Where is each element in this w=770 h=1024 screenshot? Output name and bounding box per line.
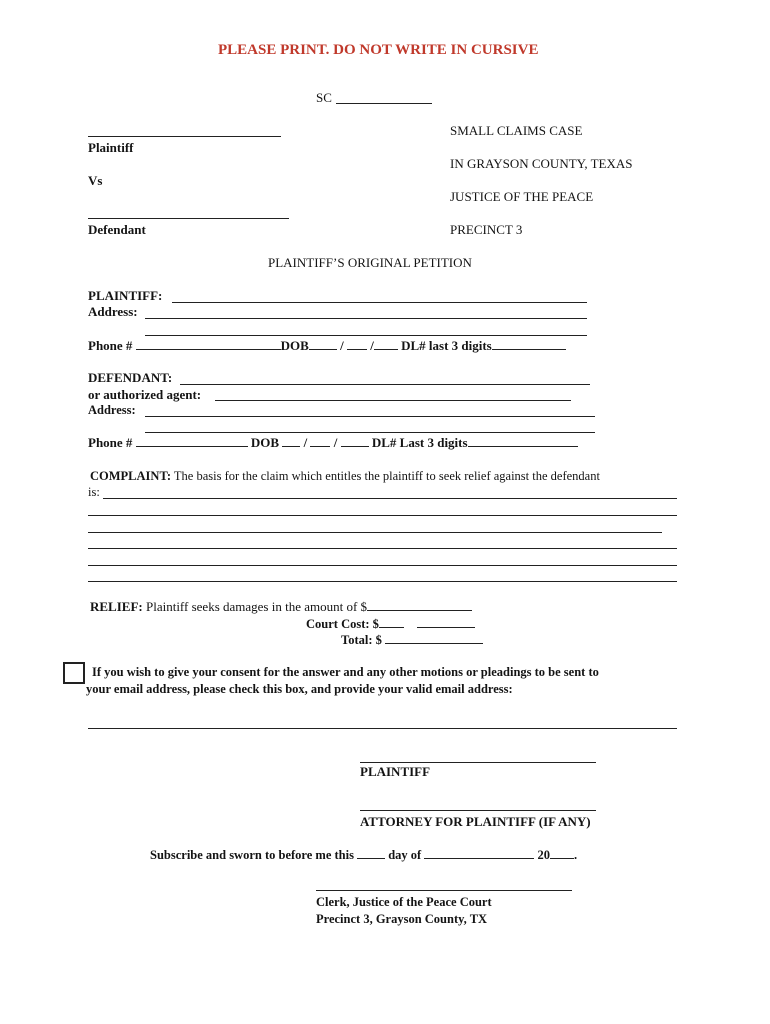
defendant-name-field[interactable] [180, 384, 590, 385]
court-line-3: JUSTICE OF THE PEACE [450, 189, 594, 204]
defendant-dl-label: DL# Last 3 digits [371, 435, 468, 450]
clerk-signature-line[interactable] [316, 890, 572, 891]
plaintiff-address-label: Address: [88, 304, 138, 319]
defendant-address-field-1[interactable] [145, 416, 595, 417]
oath-year-field[interactable] [550, 847, 574, 859]
versus-label: Vs [88, 173, 103, 188]
defendant-dob-year-field[interactable] [341, 435, 369, 447]
defendant-caption-label: Defendant [88, 222, 146, 237]
plaintiff-caption-line[interactable] [88, 136, 281, 137]
plaintiff-dob-month-field[interactable] [309, 338, 337, 350]
relief-damages-field[interactable] [367, 599, 472, 611]
defendant-name-label: DEFENDANT: [88, 370, 173, 385]
email-consent-checkbox[interactable] [63, 662, 85, 684]
court-line-4: PRECINCT 3 [450, 222, 523, 237]
email-address-field[interactable] [88, 728, 677, 729]
plaintiff-name-field[interactable] [172, 302, 587, 303]
plaintiff-phone-row [88, 338, 566, 354]
oath-subscribe-text: Subscribe and sworn to before me this [150, 848, 354, 862]
defendant-phone-field[interactable] [136, 435, 248, 447]
court-cost-field-a[interactable] [379, 616, 404, 628]
defendant-address-field-2[interactable] [145, 432, 595, 433]
court-cost-field-b[interactable] [417, 616, 475, 628]
complaint-line-4[interactable] [88, 548, 677, 549]
defendant-dl-field[interactable] [468, 435, 578, 447]
complaint-row [90, 469, 600, 484]
plaintiff-dl-label: DL# last 3 digits [401, 338, 492, 353]
defendant-phone-row [88, 435, 578, 451]
case-number-field[interactable] [336, 103, 432, 104]
defendant-dob-slash-1: / [303, 435, 308, 450]
oath-month-field[interactable] [424, 847, 534, 859]
court-line-2: IN GRAYSON COUNTY, TEXAS [450, 156, 633, 171]
complaint-line-2[interactable] [88, 515, 677, 516]
court-cost-dollar: $ [372, 617, 379, 631]
oath-year-prefix: 20 [537, 848, 550, 862]
defendant-dob-day-field[interactable] [310, 435, 330, 447]
attorney-signature-label: ATTORNEY FOR PLAINTIFF (IF ANY) [360, 814, 591, 829]
total-dollar: $ [375, 633, 382, 647]
complaint-line-1[interactable] [103, 498, 677, 499]
consent-text-line-2: your email address, please check this box, and provide your valid email address: [86, 682, 513, 696]
oath-row [150, 847, 577, 863]
plaintiff-dl-field[interactable] [492, 338, 566, 350]
plaintiff-caption-label: Plaintiff [88, 140, 134, 155]
plaintiff-address-field-1[interactable] [145, 318, 587, 319]
attorney-signature-line[interactable] [360, 810, 596, 811]
plaintiff-name-label: PLAINTIFF: [88, 288, 163, 303]
defendant-caption-line[interactable] [88, 218, 289, 219]
plaintiff-dob-slash-2: / [370, 338, 374, 353]
total-label: Total: [341, 633, 373, 647]
clerk-line-1: Clerk, Justice of the Peace Court [316, 895, 492, 909]
defendant-agent-label: or authorized agent: [88, 387, 202, 402]
complaint-line-3[interactable] [88, 532, 662, 533]
complaint-is-label: is: [88, 485, 100, 499]
total-field[interactable] [385, 632, 483, 644]
complaint-label: COMPLAINT: [90, 469, 172, 483]
plaintiff-dob-slash-1: / [340, 338, 344, 353]
relief-row [90, 599, 472, 615]
relief-label: RELIEF: [90, 599, 143, 614]
plaintiff-dob-year-field[interactable] [374, 338, 398, 350]
court-cost-label: Court Cost: [306, 617, 370, 631]
petition-title: PLAINTIFF’S ORIGINAL PETITION [268, 255, 472, 270]
defendant-phone-label: Phone # [88, 435, 133, 450]
plaintiff-dob-label: DOB [280, 338, 309, 353]
cursive-notice: PLEASE PRINT. DO NOT WRITE IN CURSIVE [218, 42, 539, 58]
plaintiff-dob-day-field[interactable] [347, 338, 367, 350]
oath-day-field[interactable] [357, 847, 385, 859]
case-number-label: SC [316, 90, 332, 105]
oath-year-suffix: . [573, 848, 578, 862]
clerk-line-2: Precinct 3, Grayson County, TX [316, 912, 488, 926]
relief-text: Plaintiff seeks damages in the amount of $ [145, 599, 368, 614]
plaintiff-phone-field[interactable] [136, 338, 281, 350]
defendant-address-label: Address: [88, 403, 136, 417]
total-row [341, 632, 483, 648]
court-cost-row [306, 616, 475, 632]
defendant-dob-slash-2: / [333, 435, 338, 450]
plaintiff-phone-label: Phone # [88, 338, 133, 353]
complaint-text: The basis for the claim which entitles the plaintiff to seek relief against the defendant [173, 469, 600, 483]
plaintiff-address-field-2[interactable] [145, 335, 587, 336]
court-line-1: SMALL CLAIMS CASE [450, 123, 583, 138]
plaintiff-signature-line[interactable] [360, 762, 596, 763]
defendant-agent-field[interactable] [215, 400, 571, 401]
complaint-line-5[interactable] [88, 565, 677, 566]
oath-day-of-text: day of [388, 848, 422, 862]
defendant-dob-month-field[interactable] [282, 435, 300, 447]
defendant-dob-label: DOB [250, 435, 280, 450]
complaint-line-6[interactable] [88, 581, 677, 582]
plaintiff-signature-label: PLAINTIFF [360, 764, 431, 779]
consent-text-line-1: If you wish to give your consent for the answer and any other motions or pleadings to be sent to [92, 665, 599, 679]
